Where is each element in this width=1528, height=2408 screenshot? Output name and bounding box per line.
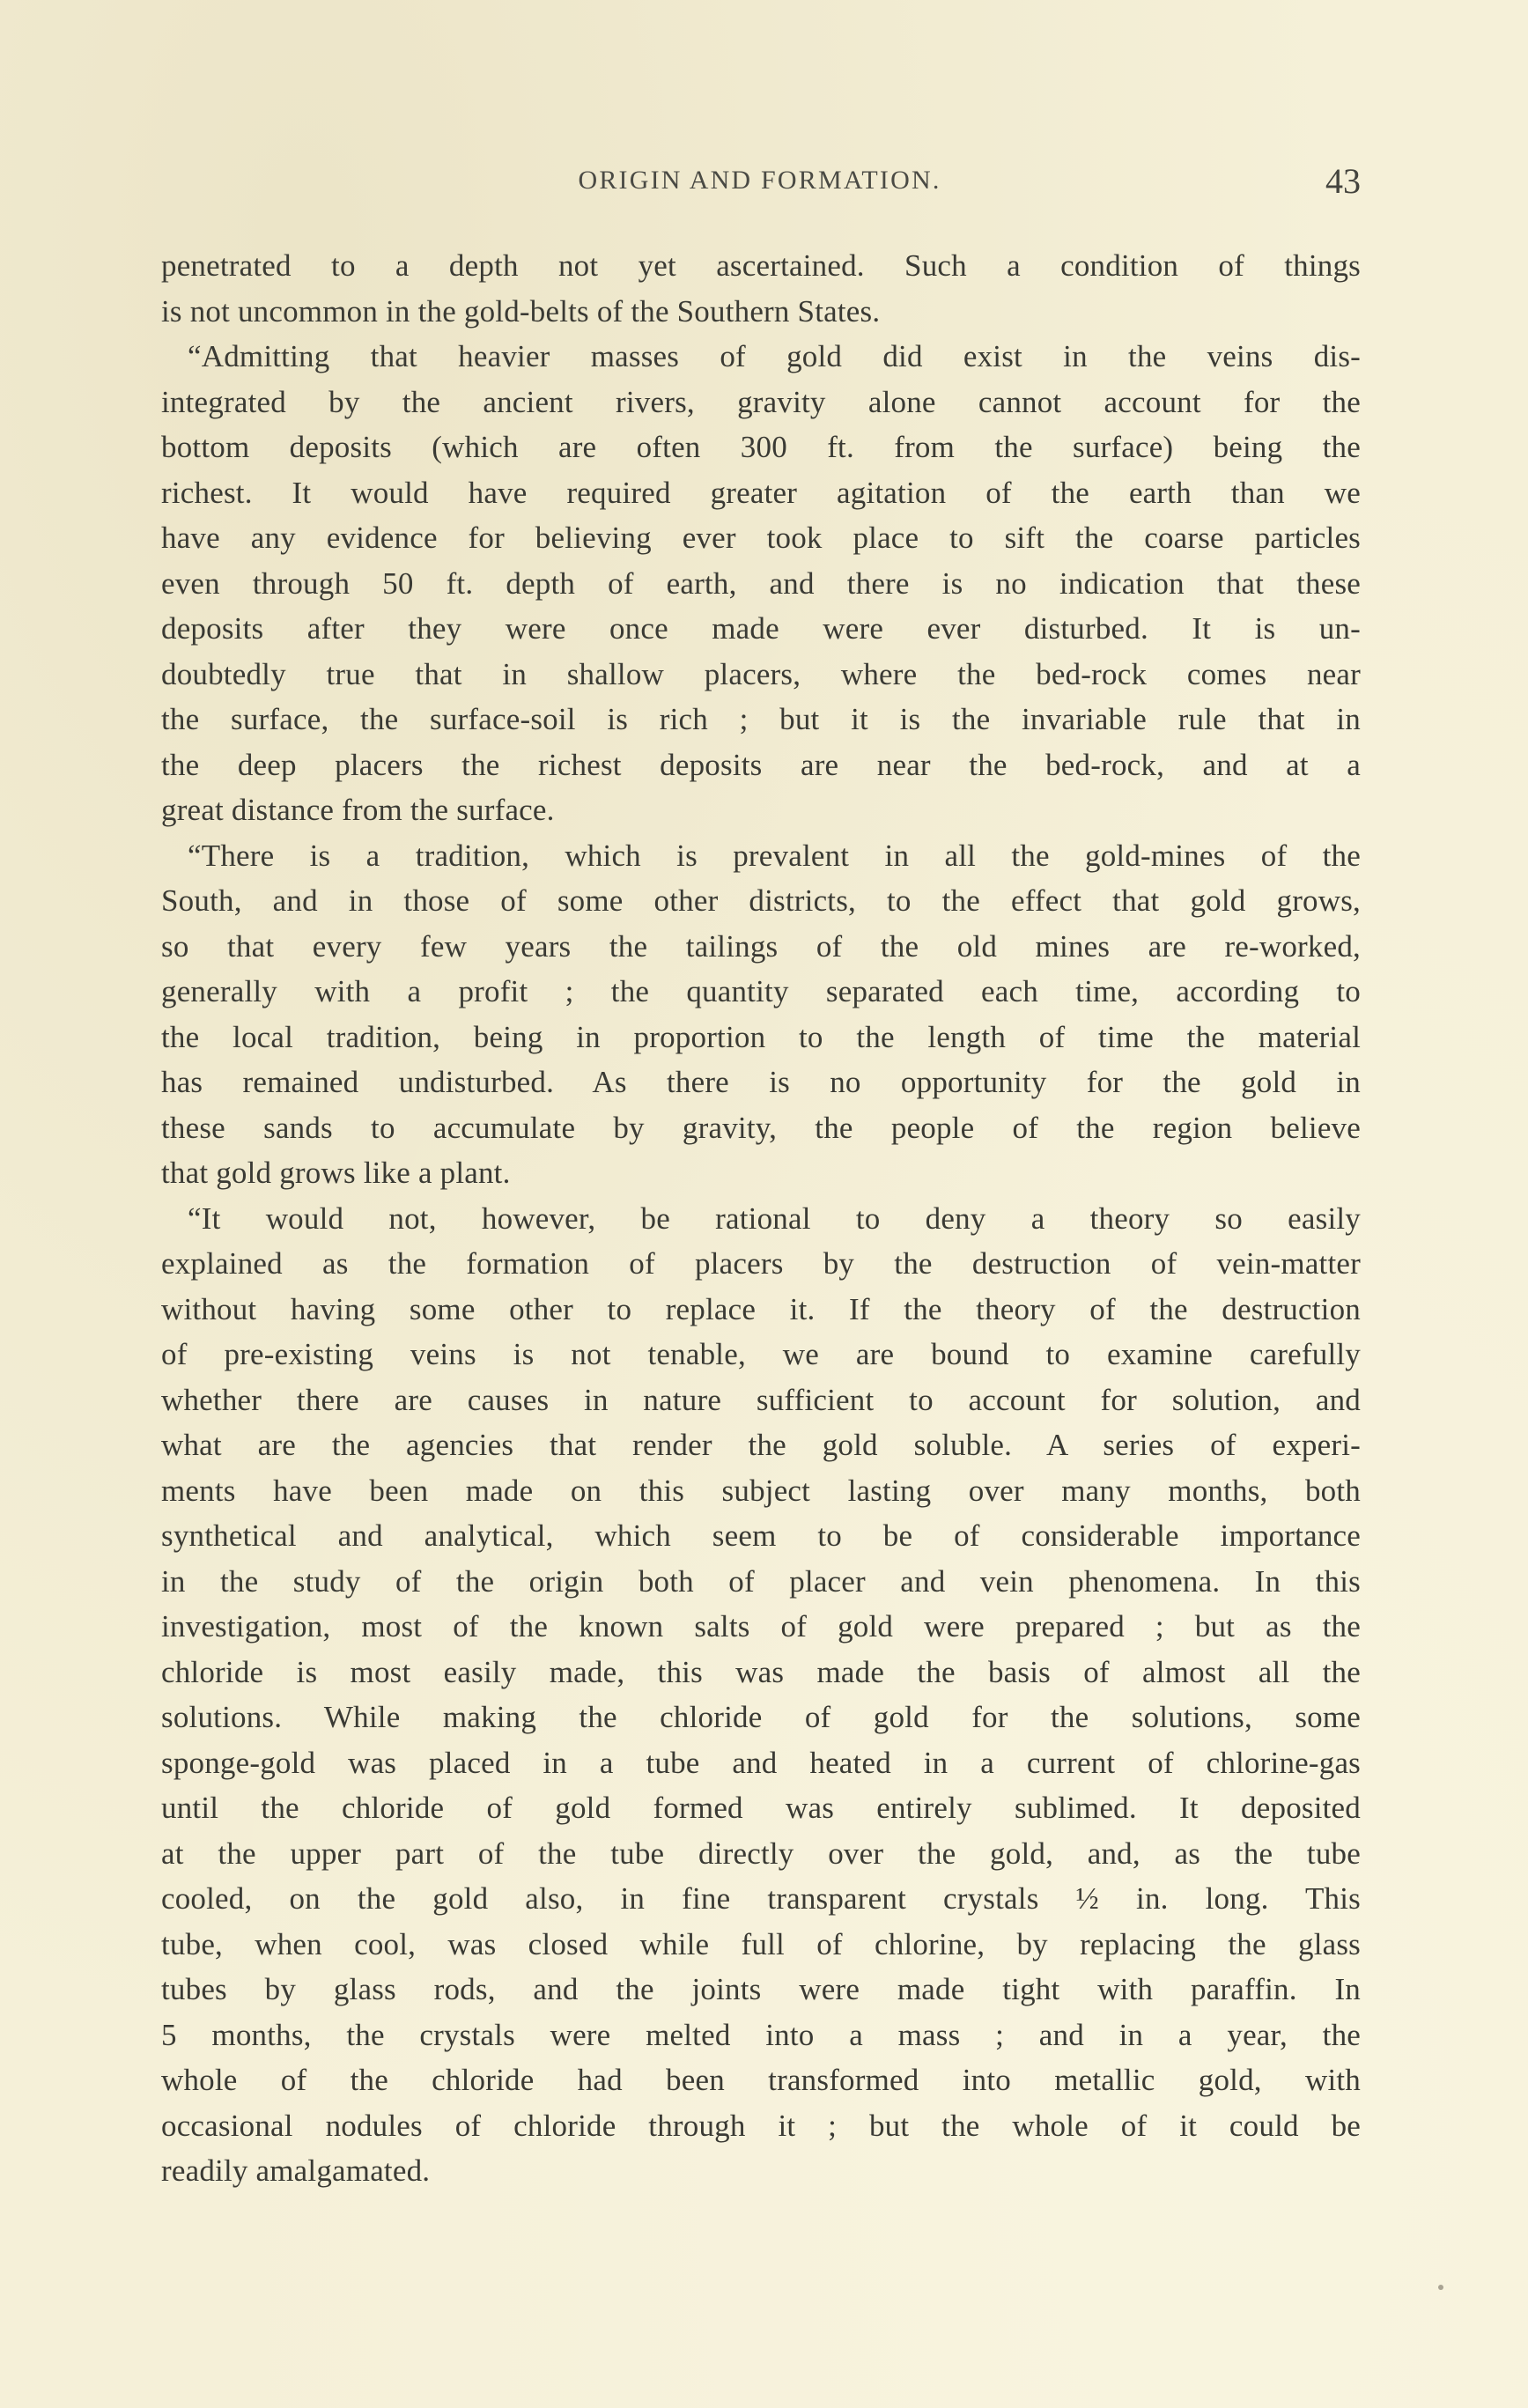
text-line: investigation, most of the known salts of gold were prepared ; but as the bbox=[161, 1609, 1361, 1643]
text-line: have any evidence for believing ever took place to sift the coarse particles bbox=[161, 521, 1361, 555]
text-line: sponge-gold was placed in a tube and heated in a current of chlorine-gas bbox=[161, 1745, 1361, 1780]
text-line: ments have been made on this subject lasting over many months, both bbox=[161, 1473, 1361, 1508]
text-line: at the upper part of the tube directly over the gold, and, as the tube bbox=[161, 1836, 1361, 1871]
text-line: generally with a profit ; the quantity separated each time, according to bbox=[161, 974, 1361, 1008]
text-line: synthetical and analytical, which seem to be of considerable importance bbox=[161, 1518, 1361, 1553]
text-line: explained as the formation of placers by the destruction of vein-matter bbox=[161, 1246, 1361, 1281]
text-line: 5 months, the crystals were melted into a mass ; and in a year, the bbox=[161, 2017, 1361, 2052]
text-line: tube, when cool, was closed while full of chlorine, by replacing the glass bbox=[161, 1926, 1361, 1961]
text-line: occasional nodules of chloride through it ; but the whole of it could be bbox=[161, 2108, 1361, 2143]
text-line: doubtedly true that in shallow placers, where the bed-rock comes near bbox=[161, 656, 1361, 691]
body-text bbox=[161, 243, 1361, 2194]
text-line: South, and in those of some other districts, to the effect that gold grows, bbox=[161, 883, 1361, 918]
text-line: tubes by glass rods, and the joints were made tight with paraffin. In bbox=[161, 1972, 1361, 2006]
paper-speck bbox=[1438, 2285, 1443, 2290]
text-line: is not uncommon in the gold-belts of the Southern States. bbox=[161, 293, 881, 329]
text-line: bottom deposits (which are often 300 ft. from the surface) being the bbox=[161, 430, 1361, 464]
paragraph-start-line: “It would not, however, be rational to deny a theory so easily bbox=[188, 1200, 1361, 1236]
text-line: chloride is most easily made, this was made the basis of almost all the bbox=[161, 1654, 1361, 1689]
text-line: the deep placers the richest deposits are near the bed-rock, and at a bbox=[161, 747, 1361, 782]
text-line: so that every few years the tailings of the old mines are re-worked, bbox=[161, 928, 1361, 964]
text-line: readily amalgamated. bbox=[161, 2153, 431, 2188]
text-line: has remained undisturbed. As there is no opportunity for the gold in bbox=[161, 1065, 1361, 1099]
text-line: even through 50 ft. depth of earth, and there is no indication that these bbox=[161, 565, 1361, 601]
text-line: what are the agencies that render the gold soluble. A series of experi- bbox=[161, 1428, 1361, 1462]
text-line: integrated by the ancient rivers, gravity alone cannot account for the bbox=[161, 384, 1361, 419]
paragraph-start-line: “There is a tradition, which is prevalent in all the gold-mines of the bbox=[188, 838, 1361, 873]
text-line: in the study of the origin both of placer and vein phenomena. In this bbox=[161, 1563, 1361, 1599]
text-line: that gold grows like a plant. bbox=[161, 1156, 511, 1190]
text-line: without having some other to replace it. If the theory of the destruction bbox=[161, 1291, 1361, 1326]
text-line: richest. It would have required greater agitation of the earth than we bbox=[161, 475, 1361, 510]
text-line: deposits after they were once made were ever disturbed. It is un- bbox=[161, 611, 1361, 646]
text-line: the local tradition, being in proportion to the length of time the material bbox=[161, 1019, 1361, 1054]
running-title: ORIGIN AND FORMATION. bbox=[578, 166, 941, 195]
paragraph-start-line: “Admitting that heavier masses of gold did exist in the veins dis- bbox=[188, 339, 1361, 373]
text-line: great distance from the surface. bbox=[161, 793, 555, 827]
text-line: cooled, on the gold also, in fine transparent crystals ½ in. long. This bbox=[161, 1881, 1361, 1916]
text-line: whole of the chloride had been transformed into metallic gold, with bbox=[161, 2063, 1361, 2097]
page-number: 43 bbox=[1325, 161, 1361, 201]
text-line: the surface, the surface-soil is rich ; but it is the invariable rule that in bbox=[161, 702, 1361, 736]
text-line: whether there are causes in nature sufficient to account for solution, and bbox=[161, 1382, 1361, 1417]
text-line: penetrated to a depth not yet ascertained. Such a condition of things bbox=[161, 248, 1361, 283]
text-line: solutions. While making the chloride of gold for the solutions, some bbox=[161, 1700, 1361, 1734]
text-line: until the chloride of gold formed was entirely sublimed. It deposited bbox=[161, 1791, 1361, 1825]
running-head bbox=[159, 160, 1361, 204]
text-line: of pre-existing veins is not tenable, we are bound to examine carefully bbox=[161, 1337, 1361, 1371]
text-line: these sands to accumulate by gravity, the people of the region believe bbox=[161, 1110, 1361, 1145]
